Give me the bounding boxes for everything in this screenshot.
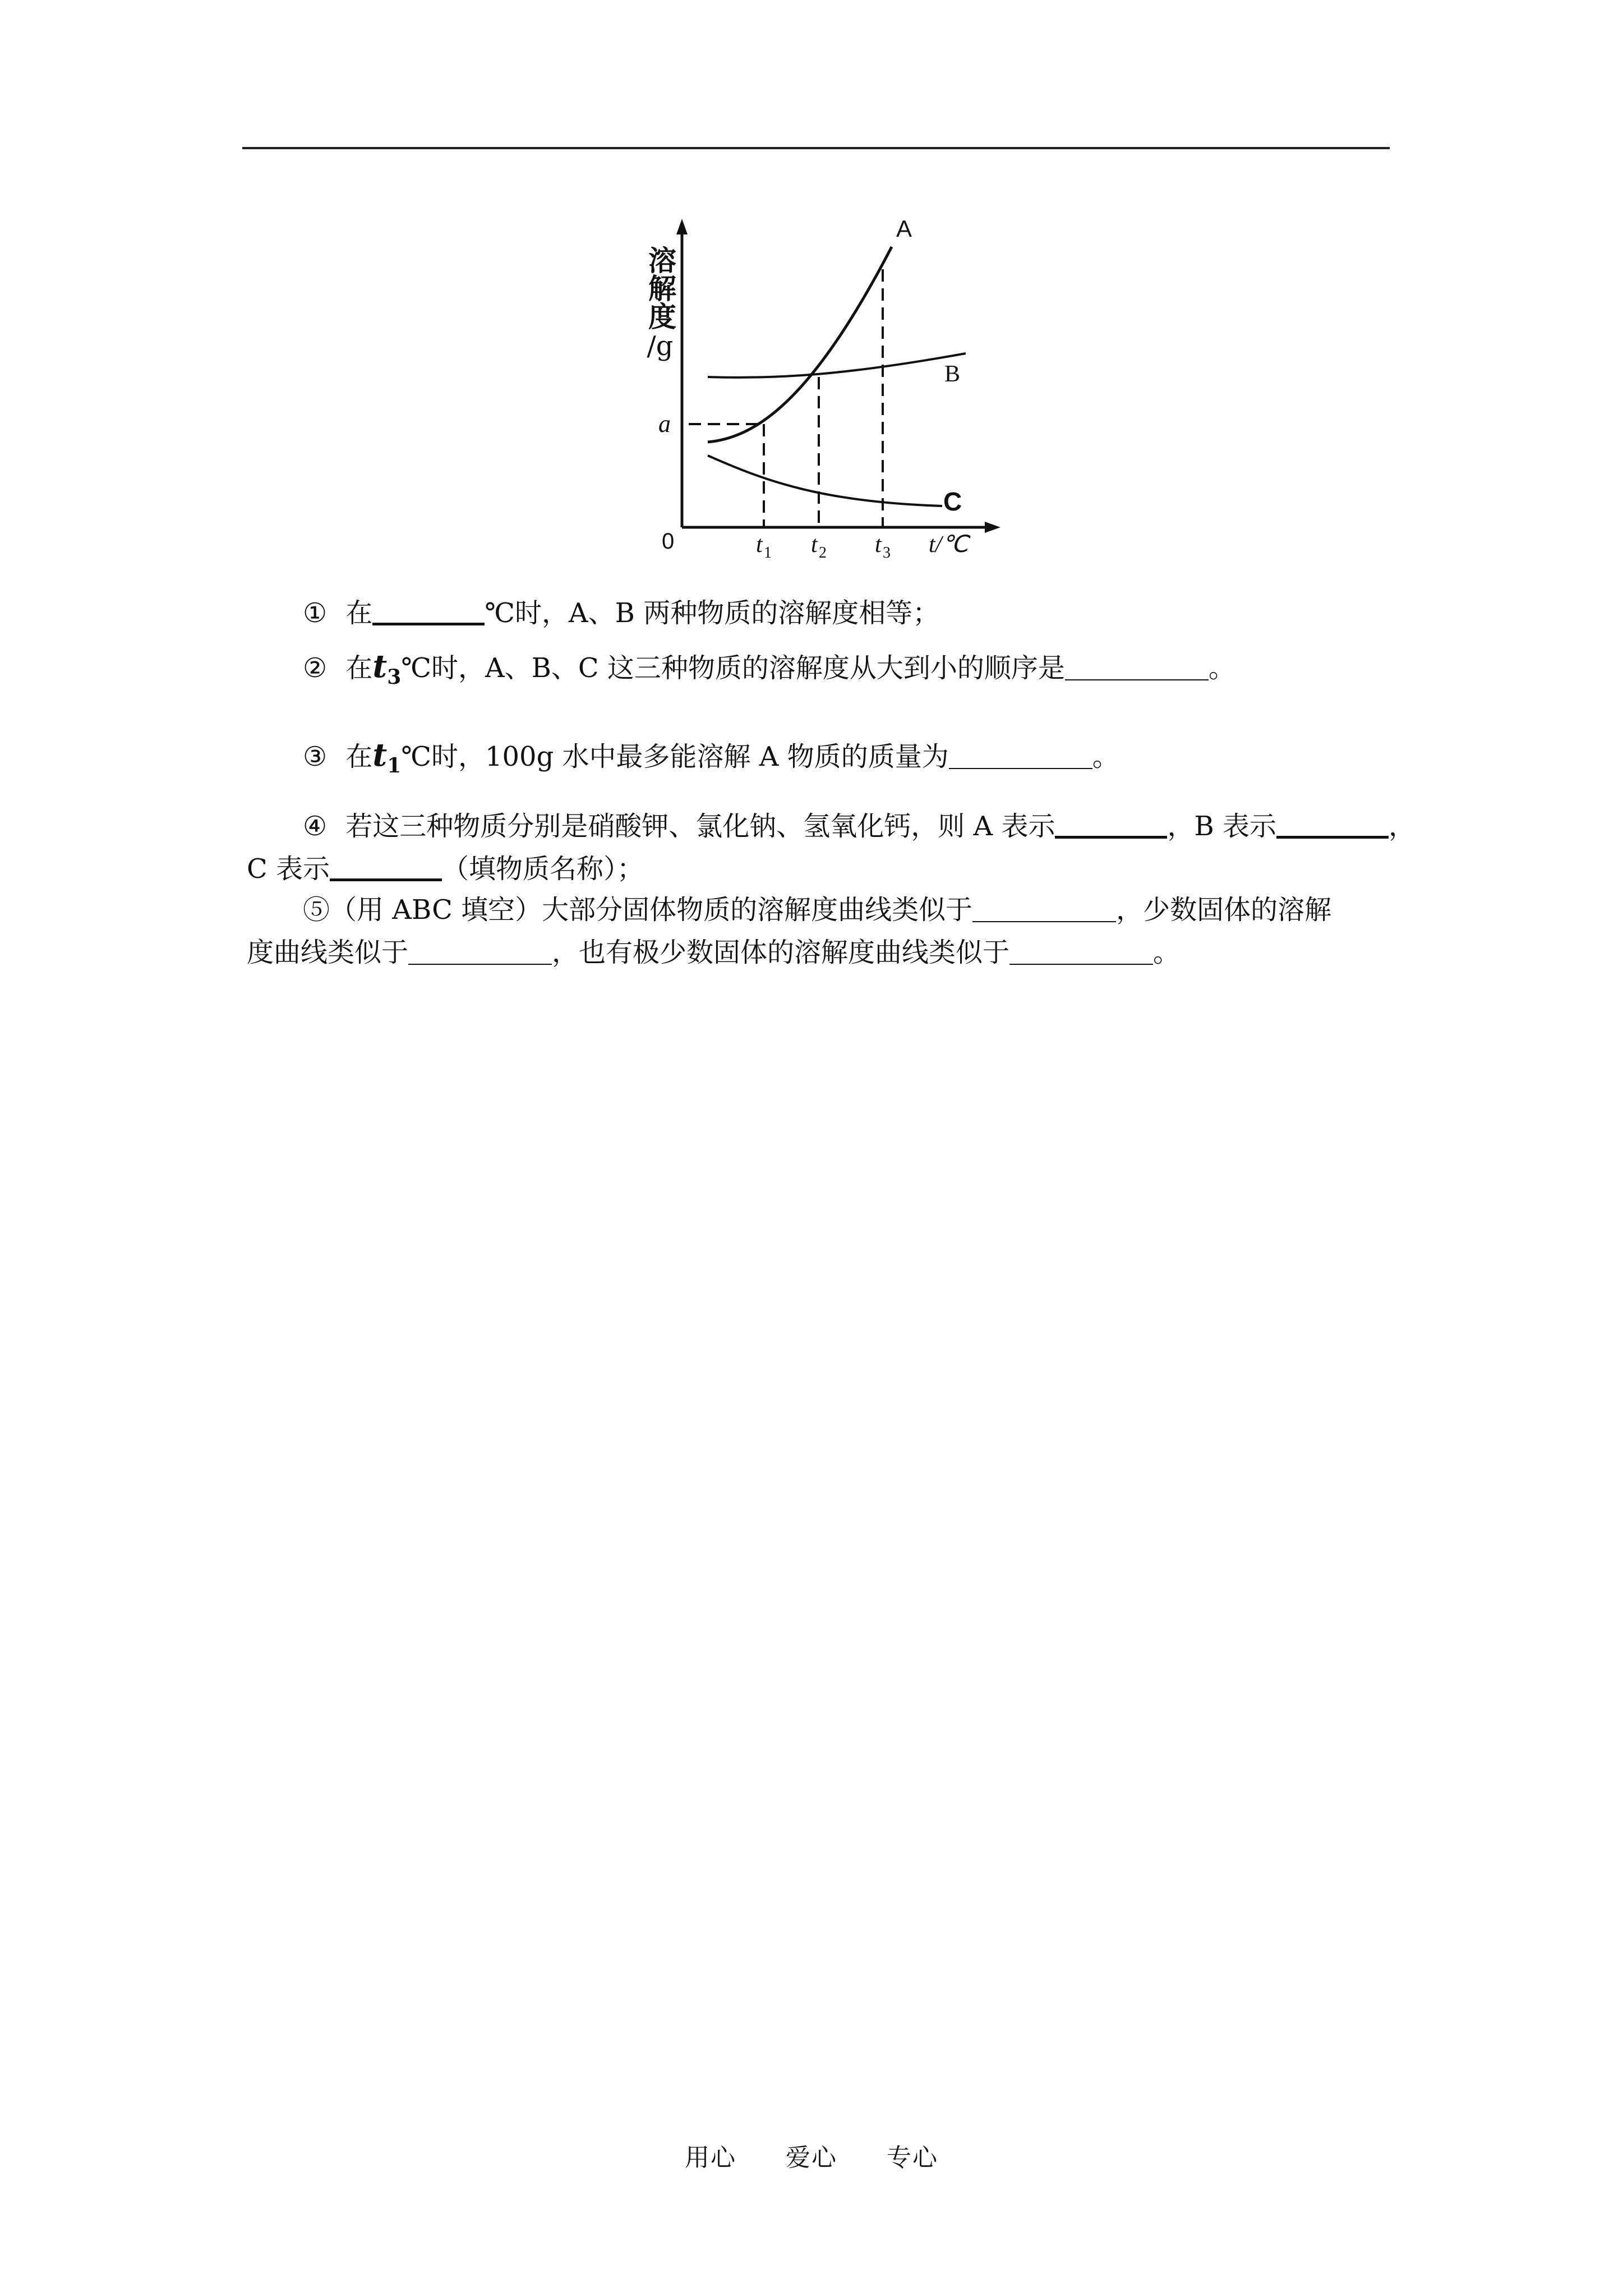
series-label-b: B bbox=[944, 361, 961, 387]
curve-b bbox=[708, 353, 966, 378]
y-axis-label-text: 溶解度 bbox=[644, 246, 676, 330]
svg-text:t: t bbox=[811, 532, 818, 558]
q3-var: $t_1$ bbox=[372, 737, 402, 778]
y-axis-unit: /g bbox=[647, 330, 674, 362]
q5-line1-post: ，少数固体的溶解 bbox=[1116, 894, 1332, 926]
tick-t2 bbox=[811, 532, 827, 562]
curve-a bbox=[708, 247, 892, 442]
svg-text:t: t bbox=[756, 532, 763, 558]
q1-blank[interactable] bbox=[372, 596, 485, 625]
q4-number: ④ bbox=[303, 811, 328, 842]
q4-line1: 若这三种物质分别是硝酸钾、氯化钠、氢氧化钙，则 A 表示 bbox=[345, 811, 1055, 842]
q1-post: ℃时，A、B 两种物质的溶解度相等； bbox=[485, 597, 940, 629]
q1-number: ① bbox=[303, 597, 328, 629]
page-footer bbox=[0, 2137, 1623, 2173]
origin-label: 0 bbox=[662, 529, 675, 554]
svg-text:1: 1 bbox=[764, 544, 772, 562]
series-label-c: C bbox=[943, 487, 962, 516]
y-axis-label bbox=[640, 246, 680, 362]
q5-line1: （用 ABC 填空）大部分固体物质的溶解度曲线类似于 bbox=[330, 894, 973, 926]
x-axis-label: t/℃ bbox=[929, 532, 969, 558]
tick-t1 bbox=[756, 532, 772, 562]
series-label-a: A bbox=[896, 215, 912, 242]
x-axis-arrow bbox=[985, 522, 1000, 533]
footer-part-2: 爱心 bbox=[786, 2143, 837, 2172]
q3-blank[interactable] bbox=[949, 741, 1092, 769]
q2-var: $t_3$ bbox=[372, 648, 402, 689]
q4-line2-post: （填物质名称）； bbox=[442, 853, 644, 885]
svg-text:2: 2 bbox=[819, 544, 827, 562]
q3-post: ℃时，100g 水中最多能溶解 A 物质的质量为 bbox=[401, 741, 949, 772]
svg-text:3: 3 bbox=[883, 544, 891, 562]
q4-blank-a[interactable] bbox=[1055, 809, 1167, 839]
question-4-line-2 bbox=[247, 852, 644, 886]
q5-blank-2[interactable] bbox=[408, 937, 552, 965]
q4-end1: ， bbox=[1389, 811, 1416, 842]
svg-text:t: t bbox=[875, 532, 882, 558]
footer-part-1: 用心 bbox=[685, 2143, 736, 2172]
q2-end: 。 bbox=[1208, 652, 1235, 684]
question-5-line-2 bbox=[247, 936, 1180, 969]
q5-line2-mid: ，也有极少数固体的溶解度曲线类似于 bbox=[552, 937, 1010, 968]
curve-c bbox=[708, 455, 942, 506]
q2-post: ℃时，A、B、C 这三种物质的溶解度从大到小的顺序是 bbox=[401, 652, 1065, 684]
question-1 bbox=[303, 596, 939, 630]
q3-pre: 在 bbox=[345, 741, 373, 772]
question-2 bbox=[303, 650, 1235, 694]
q5-end: 。 bbox=[1153, 937, 1181, 968]
q5-blank-1[interactable] bbox=[972, 894, 1116, 922]
q4-blank-c[interactable] bbox=[330, 852, 442, 881]
footer-part-3: 专心 bbox=[887, 2143, 938, 2172]
q4-mid: ，B 表示 bbox=[1167, 811, 1277, 842]
y-marker-a: a bbox=[658, 410, 671, 438]
tick-t3 bbox=[875, 532, 891, 562]
q5-number: ⑤ bbox=[303, 894, 330, 926]
header-rule bbox=[242, 147, 1390, 149]
question-3 bbox=[303, 738, 1119, 783]
q3-end: 。 bbox=[1092, 741, 1119, 772]
q2-pre: 在 bbox=[345, 652, 373, 684]
q1-pre: 在 bbox=[345, 597, 373, 629]
q4-line2-pre: C 表示 bbox=[247, 853, 330, 885]
q2-number: ② bbox=[303, 652, 328, 684]
question-4-line-1 bbox=[303, 809, 1415, 843]
q3-number: ③ bbox=[303, 741, 328, 772]
q5-line2-pre: 度曲线类似于 bbox=[247, 937, 409, 968]
y-axis-arrow bbox=[676, 219, 688, 234]
q5-blank-3[interactable] bbox=[1009, 937, 1153, 965]
q2-blank[interactable] bbox=[1065, 652, 1209, 680]
question-5-line-1 bbox=[303, 893, 1331, 927]
q4-blank-b[interactable] bbox=[1276, 809, 1389, 839]
